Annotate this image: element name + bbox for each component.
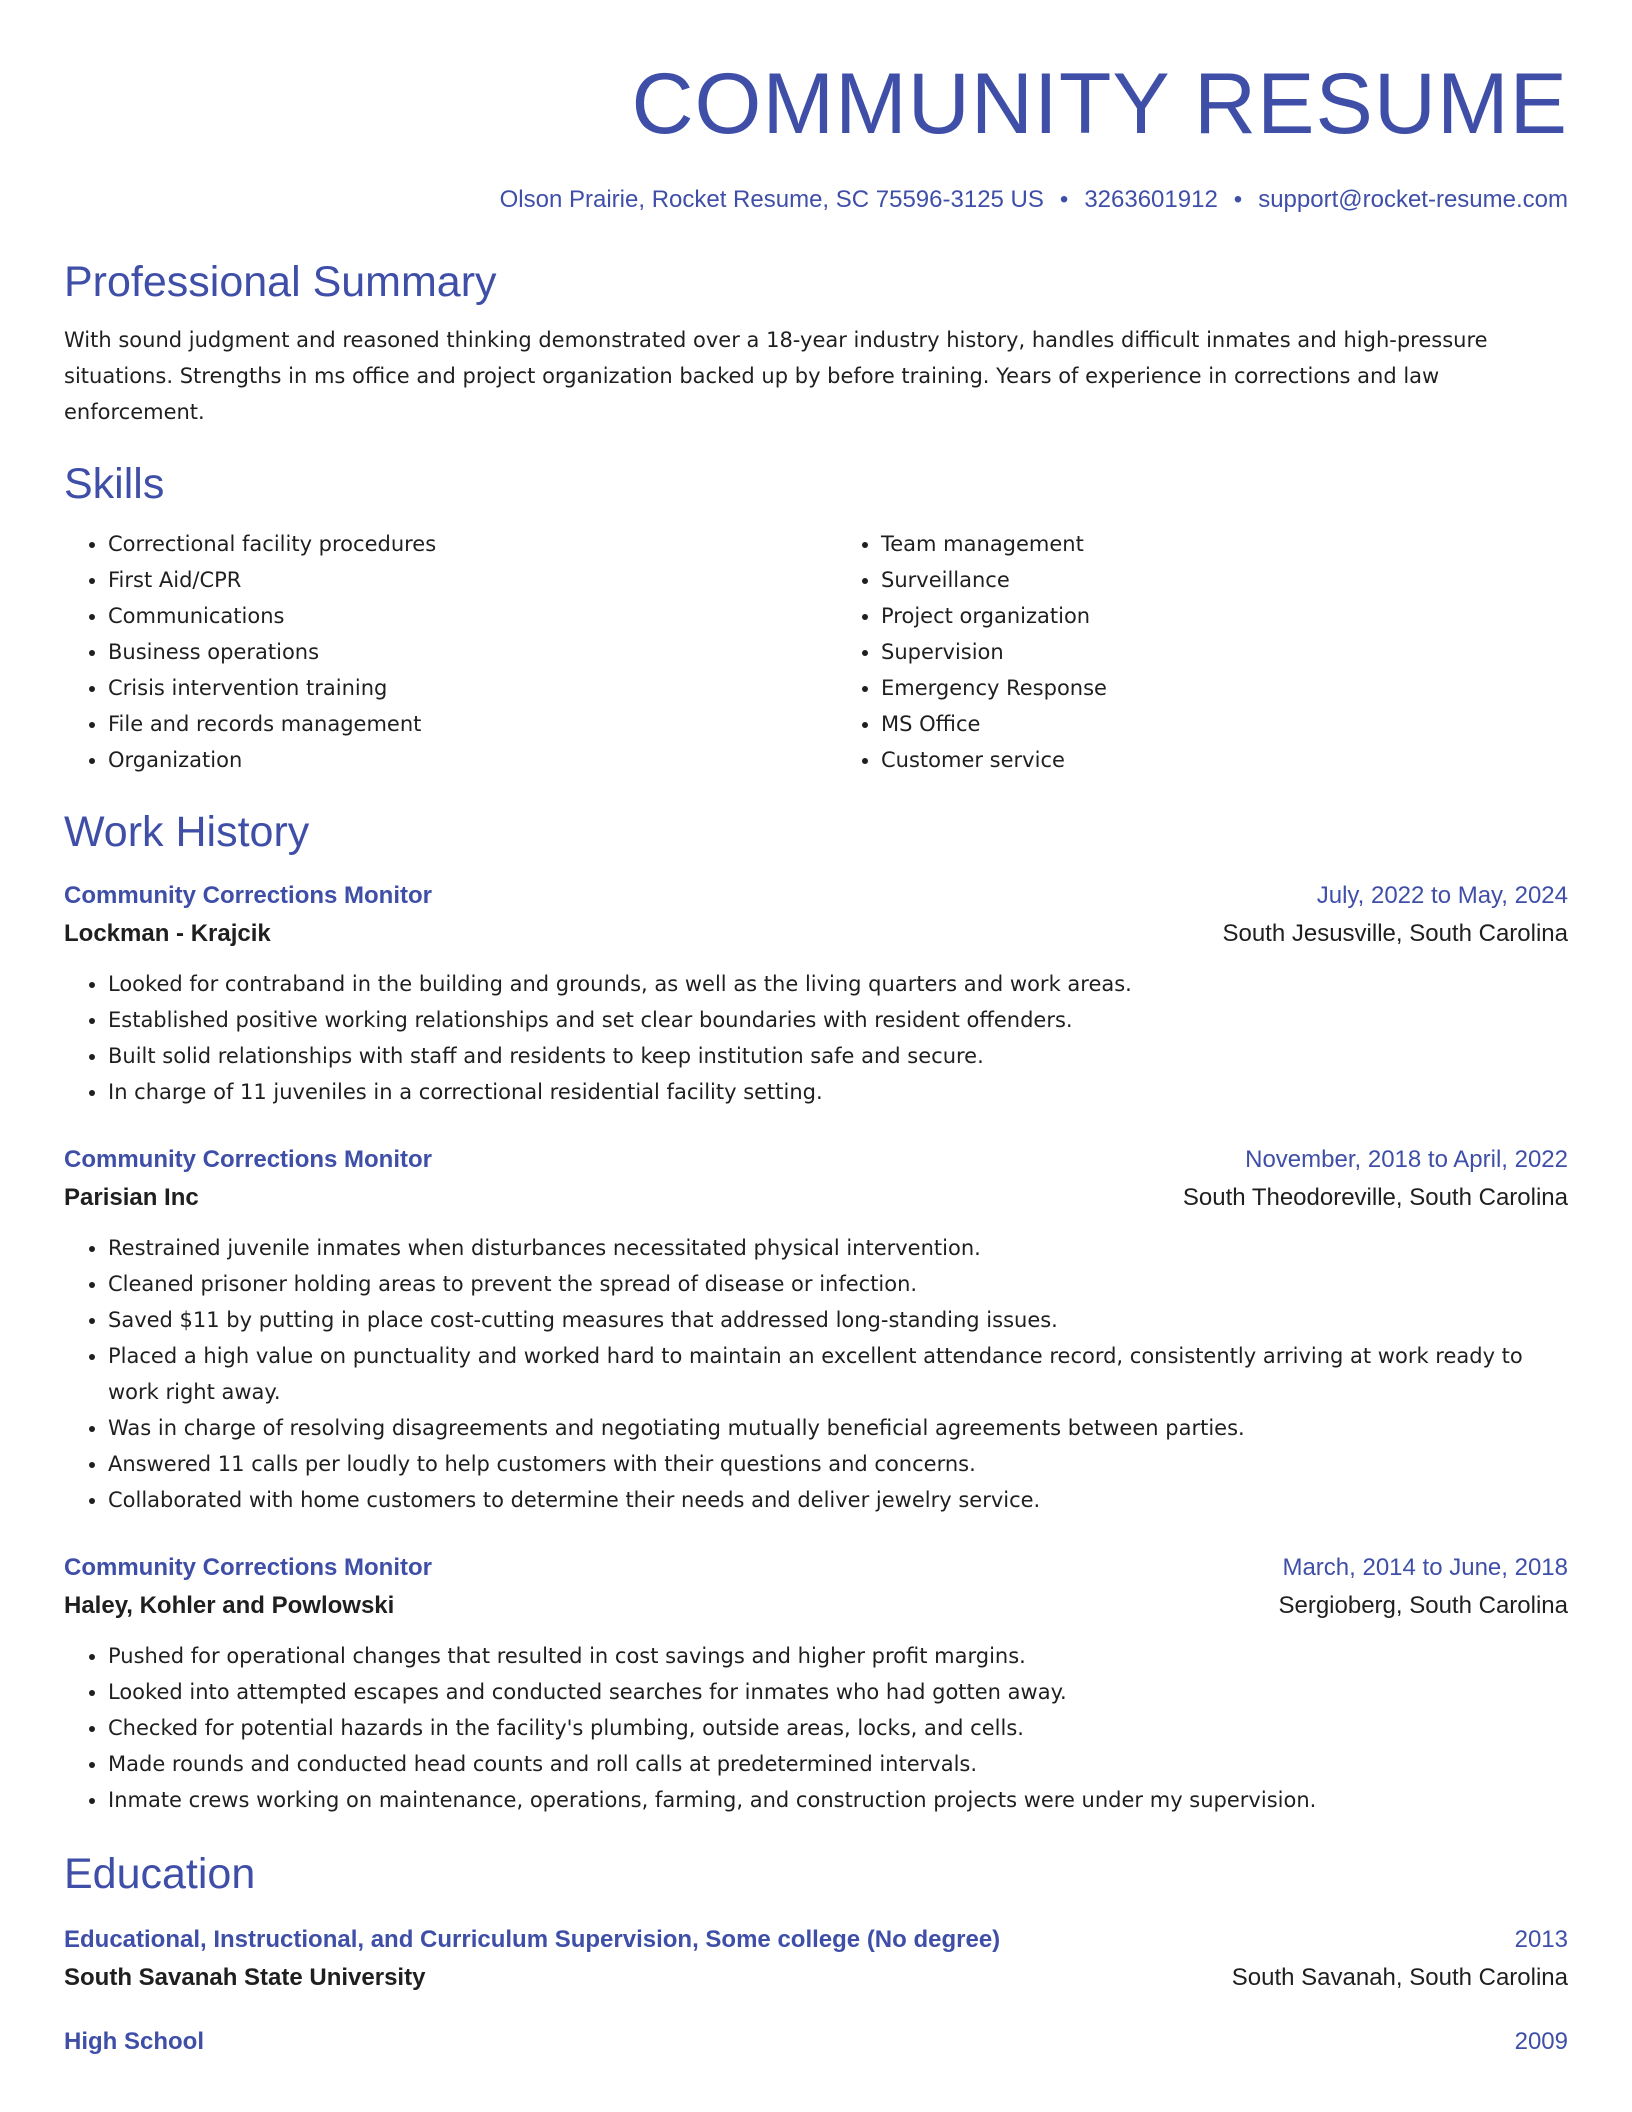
job-bullet: • Looked for contraband in the building and grounds, as well as the living quarters and work areas. <box>108 966 1568 1002</box>
skill-item: • Emergency Response <box>881 670 1568 706</box>
job-bullets <box>64 966 1568 1110</box>
education-location: South Savanah, South Carolina <box>1231 1964 1568 1991</box>
job-entry <box>64 878 1568 1110</box>
job-bullet: • Saved $11 by putting in place cost-cutting measures that addressed long-standing issues. <box>108 1302 1568 1338</box>
skill-item: • First Aid/CPR <box>108 562 795 598</box>
education-school: South Savanah State University <box>64 1964 426 1991</box>
skill-item: • Supervision <box>881 634 1568 670</box>
education-year: 2009 <box>1514 2028 1568 2055</box>
education-entry <box>64 1922 1568 1998</box>
skills-column-left <box>64 526 795 778</box>
job-bullet: • Built solid relationships with staff and residents to keep institution safe and secure. <box>108 1038 1568 1074</box>
contact-separator: • <box>1233 186 1243 213</box>
contact-email[interactable]: support@rocket-resume.com <box>1258 186 1568 213</box>
skill-item: • Team management <box>881 526 1568 562</box>
education-degree: High School <box>64 2028 204 2055</box>
contact-separator: • <box>1059 186 1069 213</box>
job-bullet: • Established positive working relationships and set clear boundaries with resident offenders. <box>108 1002 1568 1038</box>
skill-item: • File and records management <box>108 706 795 742</box>
contact-address: Olson Prairie, Rocket Resume, SC 75596-3125 US <box>499 186 1044 213</box>
job-location: South Theodoreville, South Carolina <box>1182 1184 1568 1211</box>
job-bullet: • Checked for potential hazards in the facility's plumbing, outside areas, locks, and cells. <box>108 1710 1568 1746</box>
skill-item: • Business operations <box>108 634 795 670</box>
job-title: Community Corrections Monitor <box>64 1146 433 1173</box>
job-bullet: • Was in charge of resolving disagreements and negotiating mutually beneficial agreements between parties. <box>108 1410 1568 1446</box>
job-bullet: • Made rounds and conducted head counts and roll calls at predetermined intervals. <box>108 1746 1568 1782</box>
job-employer: Haley, Kohler and Powlowski <box>64 1592 395 1619</box>
job-bullet: • Answered 11 calls per loudly to help customers with their questions and concerns. <box>108 1446 1568 1482</box>
skill-item: • Customer service <box>881 742 1568 778</box>
education-degree: Educational, Instructional, and Curriculum Supervision, Some college (No degree) <box>64 1926 1001 1953</box>
skills-list <box>64 526 1568 778</box>
job-entry <box>64 1550 1568 1818</box>
job-bullet: • Looked into attempted escapes and conducted searches for inmates who had gotten away. <box>108 1674 1568 1710</box>
skill-item: • Organization <box>108 742 795 778</box>
skill-item: • Project organization <box>881 598 1568 634</box>
skills-heading: Skills <box>64 460 165 508</box>
skill-item: • Correctional facility procedures <box>108 526 795 562</box>
skills-column-right <box>837 526 1568 778</box>
job-title: Community Corrections Monitor <box>64 882 433 909</box>
resume-name: COMMUNITY RESUME <box>631 56 1568 152</box>
summary-text: With sound judgment and reasoned thinking demonstrated over a 18-year industry history, handles difficult inmates and high-pressure situations. Strengths in ms office and project organization backed up by before training. Years of experience in corrections and law enforcement. <box>64 328 1488 424</box>
job-bullets <box>64 1638 1568 1818</box>
job-bullet: • In charge of 11 juveniles in a correctional residential facility setting. <box>108 1074 1568 1110</box>
resume-page <box>64 0 1568 2060</box>
education-heading: Education <box>64 1850 256 1898</box>
skill-item: • Communications <box>108 598 795 634</box>
work-history-heading: Work History <box>64 808 310 856</box>
job-bullet: • Inmate crews working on maintenance, operations, farming, and construction projects were under my supervision. <box>108 1782 1568 1818</box>
job-employer: Lockman - Krajcik <box>64 920 271 947</box>
job-entry <box>64 1142 1568 1518</box>
education-year: 2013 <box>1514 1926 1568 1953</box>
job-location: Sergioberg, South Carolina <box>1278 1592 1568 1619</box>
job-bullets <box>64 1230 1568 1518</box>
skill-item: • Surveillance <box>881 562 1568 598</box>
contact-phone: 3263601912 <box>1084 186 1218 213</box>
job-dates: July, 2022 to May, 2024 <box>1316 882 1568 909</box>
job-employer: Parisian Inc <box>64 1184 199 1211</box>
education-entry <box>64 2024 1568 2060</box>
summary-heading: Professional Summary <box>64 258 497 306</box>
job-bullet: • Cleaned prisoner holding areas to prevent the spread of disease or infection. <box>108 1266 1568 1302</box>
skill-item: • MS Office <box>881 706 1568 742</box>
job-bullet: • Placed a high value on punctuality and worked hard to maintain an excellent attendance record, consistently arriving at work ready to work right away. <box>108 1338 1568 1410</box>
contact-line <box>64 184 1568 216</box>
job-bullet: • Restrained juvenile inmates when disturbances necessitated physical intervention. <box>108 1230 1568 1266</box>
skill-item: • Crisis intervention training <box>108 670 795 706</box>
job-location: South Jesusville, South Carolina <box>1222 920 1568 947</box>
job-bullet: • Collaborated with home customers to determine their needs and deliver jewelry service. <box>108 1482 1568 1518</box>
job-dates: March, 2014 to June, 2018 <box>1282 1554 1568 1581</box>
job-dates: November, 2018 to April, 2022 <box>1245 1146 1568 1173</box>
job-title: Community Corrections Monitor <box>64 1554 433 1581</box>
job-bullet: • Pushed for operational changes that resulted in cost savings and higher profit margins. <box>108 1638 1568 1674</box>
